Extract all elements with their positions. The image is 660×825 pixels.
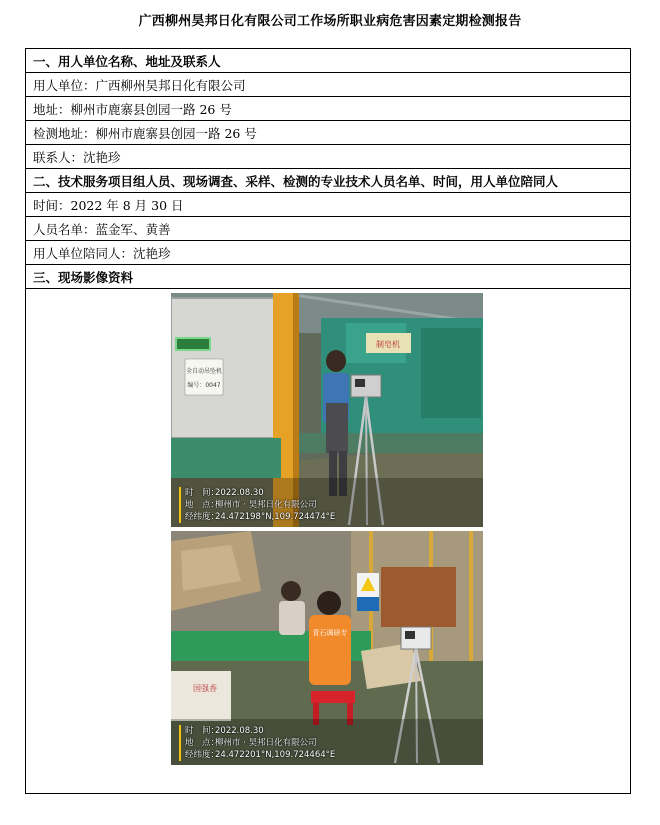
page-title: 广西柳州昊邦日化有限公司工作场所职业病危害因素定期检测报告 <box>138 14 522 29</box>
test-address: 检测地址：柳州市鹿寨县创园一路 26 号 <box>26 121 631 145</box>
section-1-heading: 一、用人单位名称、地址及联系人 <box>26 49 631 73</box>
section-1-heading-row <box>26 49 631 73</box>
photo-2-place: 柳州市 · 昊邦日化有限公司 <box>215 738 317 748</box>
section-3-heading-row <box>26 265 631 289</box>
section-2-heading-row <box>26 169 631 193</box>
photo-1-coords: 24.472198°N,109.724474°E <box>215 512 336 522</box>
coord-key: 经纬度： <box>185 750 220 760</box>
employer-name: 用人单位：广西柳州昊邦日化有限公司 <box>26 73 631 97</box>
contact-person: 联系人：沈艳珍 <box>26 145 631 169</box>
photo-1-place: 柳州市 · 昊邦日化有限公司 <box>215 500 317 510</box>
vest-label: 青石调研专 <box>312 629 348 637</box>
escort-person: 用人单位陪同人：沈艳珍 <box>26 241 631 265</box>
place-key: 地 点： <box>185 738 220 748</box>
photo-1-time: 2022.08.30 <box>215 488 264 498</box>
survey-time: 时间：2022 年 8 月 30 日 <box>26 193 631 217</box>
machine-label: 制皂机 <box>376 340 400 349</box>
photo-cell <box>26 289 631 794</box>
photo-2-coords: 24.472201°N,109.724464°E <box>215 750 336 760</box>
time-key: 时 间： <box>185 726 220 736</box>
section-2-heading: 二、技术服务项目组人员、现场调查、采样、检测的专业技术人员名单、时间，用人单位陪同人 <box>26 169 631 193</box>
coord-key: 经纬度： <box>185 512 220 522</box>
cabinet-sign-number: 编号：0047 <box>187 382 221 389</box>
section-3-heading: 三、现场影像资料 <box>26 265 631 289</box>
staff-list: 人员名单：蓝金军、黄善 <box>26 217 631 241</box>
photo-1-stamp <box>179 487 335 523</box>
cabinet-sign-label: 全自动吊坠机 <box>185 368 223 375</box>
photo-2-stamp <box>179 725 335 761</box>
photo-2-time: 2022.08.30 <box>215 726 264 736</box>
site-photo-1 <box>171 293 483 527</box>
report-table <box>25 48 631 794</box>
place-key: 地 点： <box>185 500 220 510</box>
carton-label: 国强香 <box>193 684 217 693</box>
site-photo-2 <box>171 531 483 765</box>
employer-address: 地址：柳州市鹿寨县创园一路 26 号 <box>26 97 631 121</box>
photo-area <box>26 289 630 793</box>
time-key: 时 间： <box>185 488 220 498</box>
